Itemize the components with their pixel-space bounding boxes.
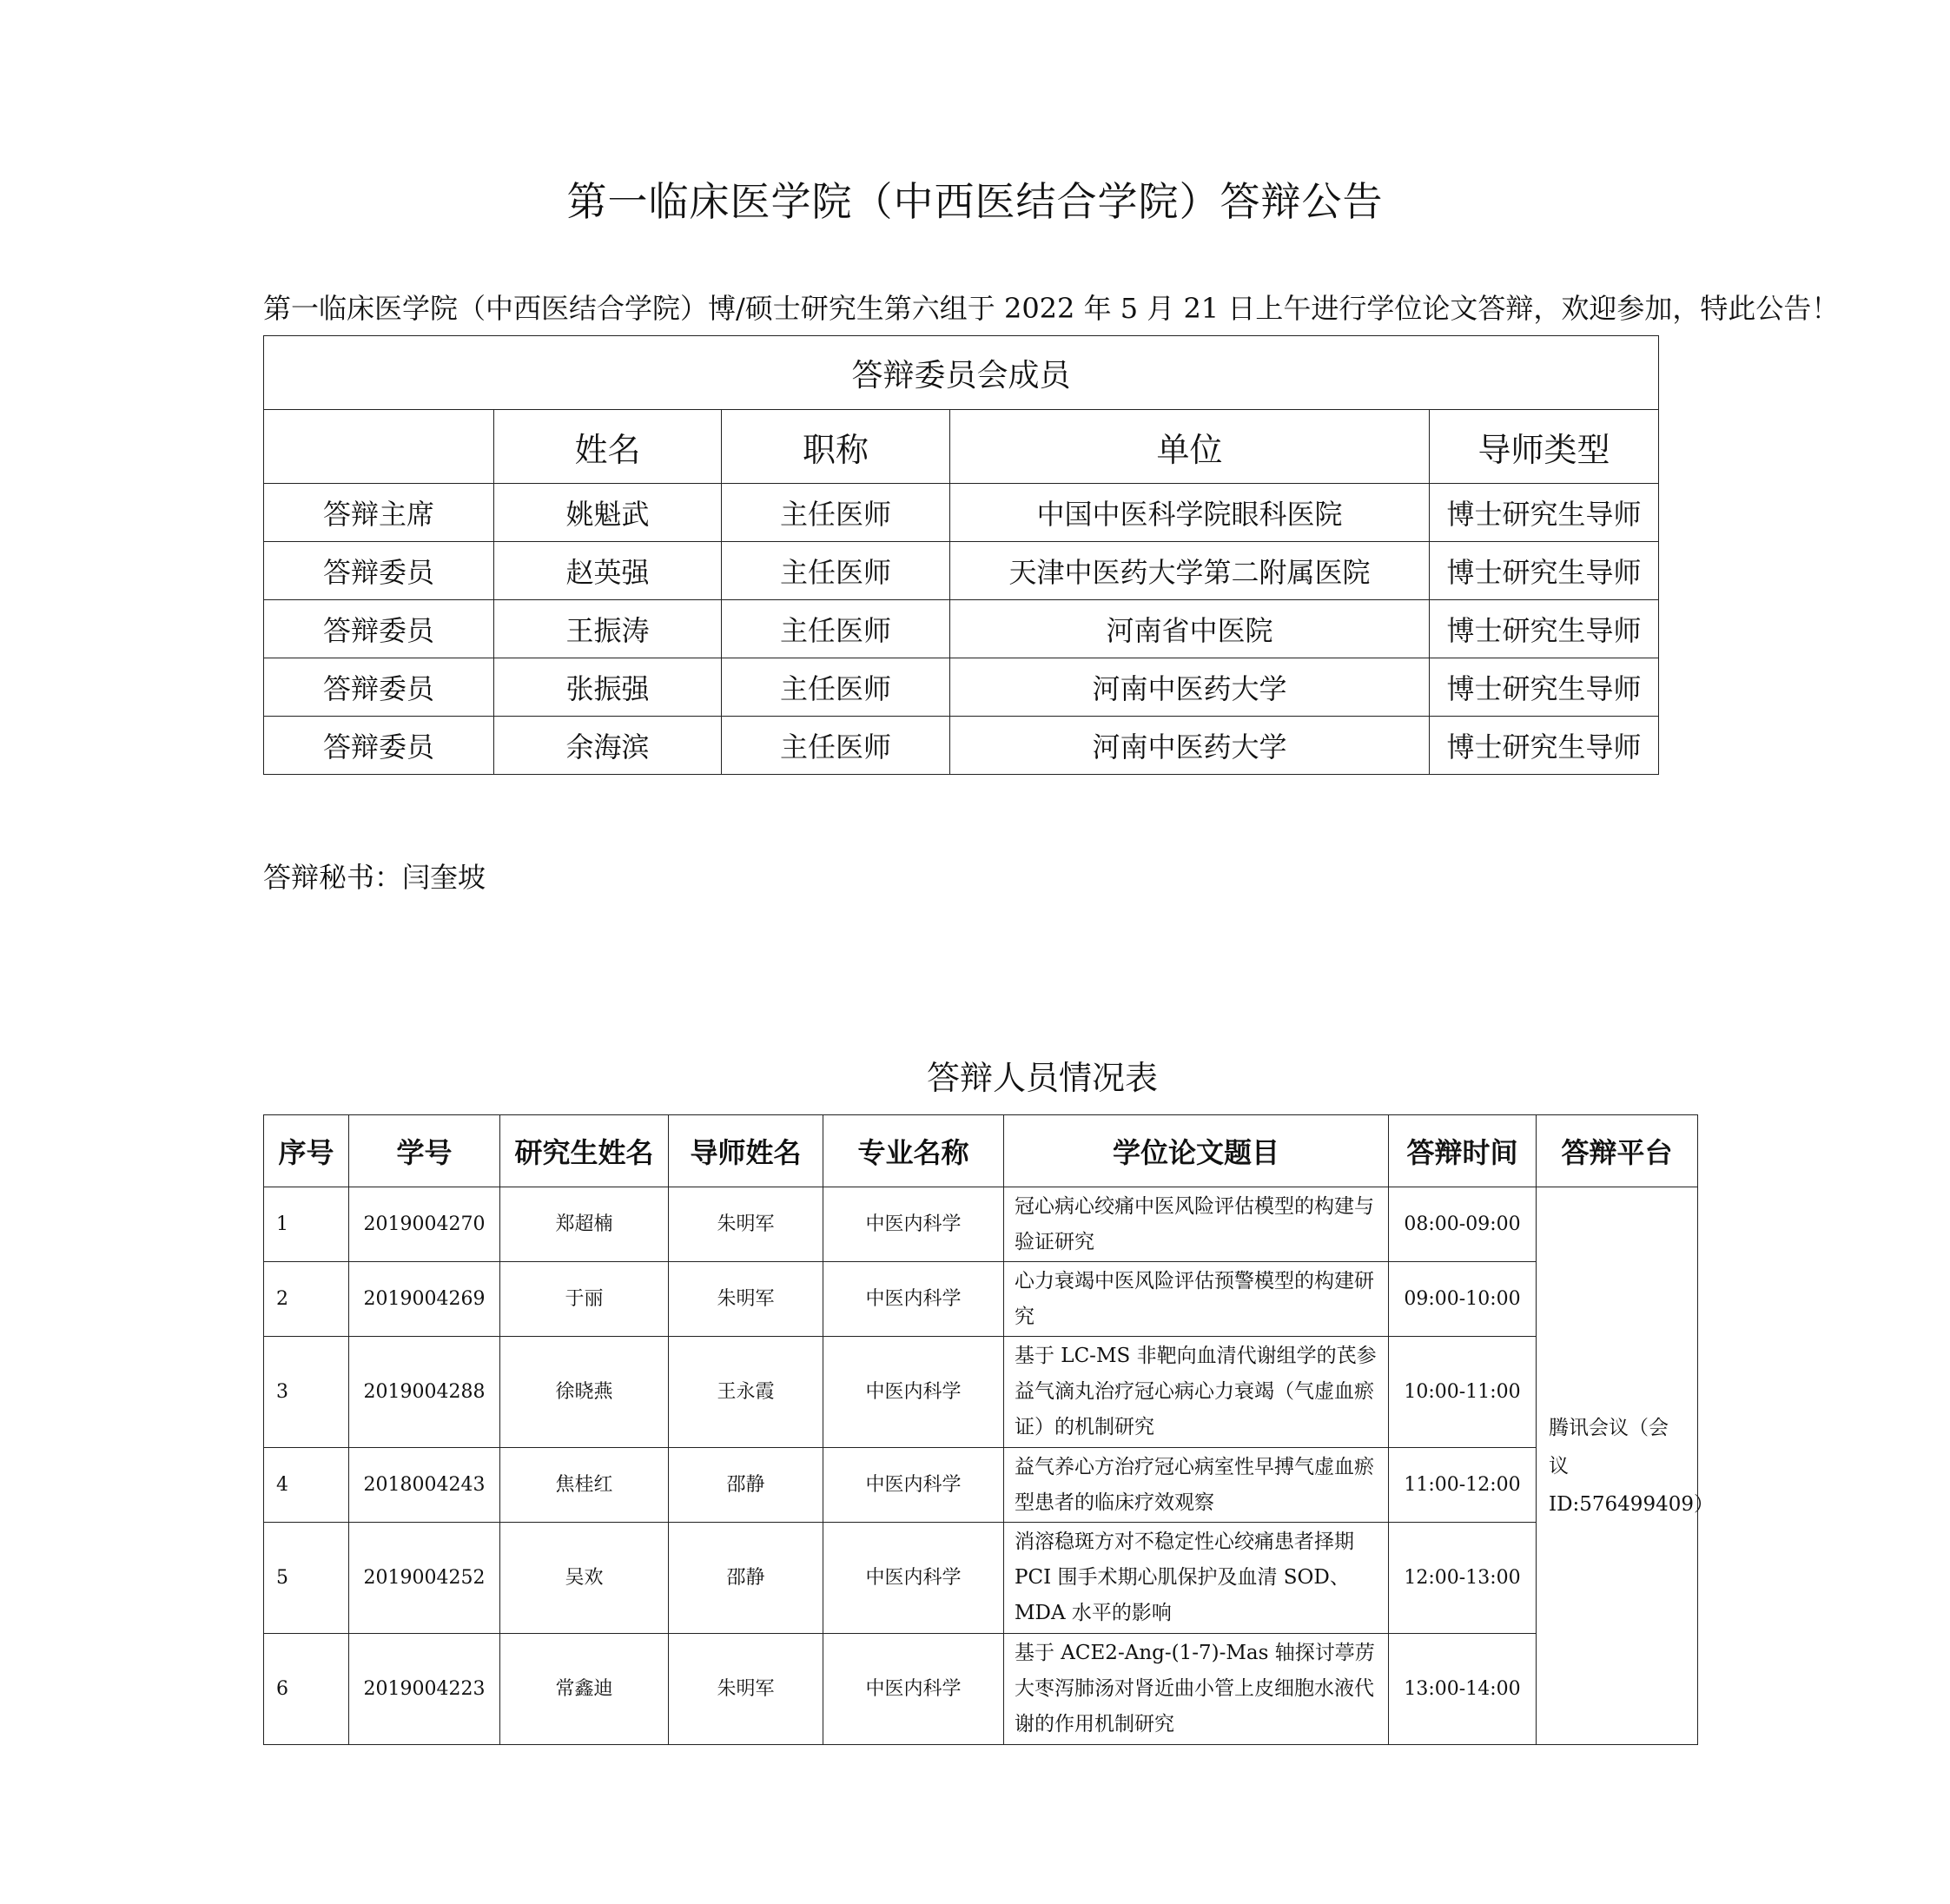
committee-header-row	[264, 410, 1659, 484]
student-supervisor: 朱明军	[669, 1262, 823, 1337]
student-major: 中医内科学	[823, 1262, 1004, 1337]
committee-row	[264, 658, 1659, 717]
committee-header-cell: 姓名	[494, 410, 722, 484]
committee-name: 张振强	[494, 658, 722, 717]
committee-title: 主任医师	[722, 600, 950, 658]
students-header-cell: 导师姓名	[669, 1115, 823, 1187]
committee-unit: 河南省中医院	[950, 600, 1430, 658]
student-id: 2019004223	[349, 1634, 500, 1745]
committee-role: 答辩委员	[264, 600, 494, 658]
thesis-title: 消溶稳斑方对不稳定性心绞痛患者择期 PCI 围手术期心肌保护及血清 SOD、MDA 水平的影响	[1004, 1523, 1389, 1634]
thesis-title: 益气养心方治疗冠心病室性早搏气虚血瘀型患者的临床疗效观察	[1004, 1448, 1389, 1523]
committee-header-cell: 单位	[950, 410, 1430, 484]
students-header-row	[264, 1115, 1698, 1187]
student-id: 2019004269	[349, 1262, 500, 1337]
student-name: 常鑫迪	[500, 1634, 669, 1745]
committee-header-cell	[264, 410, 494, 484]
student-supervisor: 邵静	[669, 1448, 823, 1523]
student-major: 中医内科学	[823, 1187, 1004, 1262]
student-name: 徐晓燕	[500, 1337, 669, 1448]
student-index: 1	[264, 1187, 349, 1262]
students-header-cell: 学位论文题目	[1004, 1115, 1389, 1187]
committee-title: 主任医师	[722, 484, 950, 542]
student-index: 2	[264, 1262, 349, 1337]
student-id: 2019004288	[349, 1337, 500, 1448]
students-header-cell: 研究生姓名	[500, 1115, 669, 1187]
students-table	[263, 1114, 1714, 1745]
page-title: 第一临床医学院（中西医结合学院）答辩公告	[566, 178, 1384, 225]
defense-time: 13:00-14:00	[1389, 1634, 1537, 1745]
committee-name: 王振涛	[494, 600, 722, 658]
student-id: 2019004270	[349, 1187, 500, 1262]
committee-name: 余海滨	[494, 717, 722, 775]
student-id: 2018004243	[349, 1448, 500, 1523]
students-table-caption: 答辩人员情况表	[926, 1059, 1158, 1097]
student-supervisor: 邵静	[669, 1523, 823, 1634]
students-header-cell: 专业名称	[823, 1115, 1004, 1187]
student-row	[264, 1262, 1698, 1337]
student-name: 郑超楠	[500, 1187, 669, 1262]
student-major: 中医内科学	[823, 1337, 1004, 1448]
committee-row	[264, 484, 1659, 542]
committee-supervisor-type: 博士研究生导师	[1430, 542, 1659, 600]
committee-role: 答辩委员	[264, 542, 494, 600]
student-name: 于丽	[500, 1262, 669, 1337]
student-name: 焦桂红	[500, 1448, 669, 1523]
student-index: 6	[264, 1634, 349, 1745]
student-row	[264, 1634, 1698, 1745]
committee-header-cell: 导师类型	[1430, 410, 1659, 484]
student-row	[264, 1523, 1698, 1634]
student-supervisor: 王永霞	[669, 1337, 823, 1448]
defense-time: 09:00-10:00	[1389, 1262, 1537, 1337]
defense-secretary: 答辩秘书：闫奎坡	[263, 861, 486, 894]
student-major: 中医内科学	[823, 1523, 1004, 1634]
student-row	[264, 1337, 1698, 1448]
student-row	[264, 1448, 1698, 1523]
student-name: 吴欢	[500, 1523, 669, 1634]
committee-supervisor-type: 博士研究生导师	[1430, 658, 1659, 717]
committee-role: 答辩主席	[264, 484, 494, 542]
committee-role: 答辩委员	[264, 717, 494, 775]
students-header-cell: 学号	[349, 1115, 500, 1187]
thesis-title: 基于 ACE2-Ang-(1-7)-Mas 轴探讨葶苈大枣泻肺汤对肾近曲小管上皮细胞水液代谢的作用机制研究	[1004, 1634, 1389, 1745]
committee-title: 主任医师	[722, 542, 950, 600]
committee-unit: 天津中医药大学第二附属医院	[950, 542, 1430, 600]
student-index: 5	[264, 1523, 349, 1634]
student-major: 中医内科学	[823, 1634, 1004, 1745]
defense-time: 10:00-11:00	[1389, 1337, 1537, 1448]
thesis-title: 心力衰竭中医风险评估预警模型的构建研究	[1004, 1262, 1389, 1337]
student-supervisor: 朱明军	[669, 1187, 823, 1262]
committee-header-cell: 职称	[722, 410, 950, 484]
student-id: 2019004252	[349, 1523, 500, 1634]
committee-caption: 答辩委员会成员	[264, 336, 1659, 410]
students-header-cell: 序号	[264, 1115, 349, 1187]
committee-supervisor-type: 博士研究生导师	[1430, 600, 1659, 658]
committee-supervisor-type: 博士研究生导师	[1430, 484, 1659, 542]
committee-unit: 河南中医药大学	[950, 717, 1430, 775]
committee-name: 姚魁武	[494, 484, 722, 542]
students-header-cell: 答辩平台	[1537, 1115, 1698, 1187]
committee-supervisor-type: 博士研究生导师	[1430, 717, 1659, 775]
committee-role: 答辩委员	[264, 658, 494, 717]
thesis-title: 冠心病心绞痛中医风险评估模型的构建与验证研究	[1004, 1187, 1389, 1262]
committee-title: 主任医师	[722, 658, 950, 717]
committee-table	[263, 335, 1659, 775]
thesis-title: 基于 LC-MS 非靶向血清代谢组学的芪参益气滴丸治疗冠心病心力衰竭（气虚血瘀证）的机制研究	[1004, 1337, 1389, 1448]
student-row	[264, 1187, 1698, 1262]
defense-time: 12:00-13:00	[1389, 1523, 1537, 1634]
student-index: 3	[264, 1337, 349, 1448]
student-major: 中医内科学	[823, 1448, 1004, 1523]
defense-platform: 腾讯会议（会议ID:576499409）	[1537, 1187, 1698, 1745]
defense-time: 08:00-09:00	[1389, 1187, 1537, 1262]
student-index: 4	[264, 1448, 349, 1523]
committee-row	[264, 600, 1659, 658]
committee-unit: 中国中医科学院眼科医院	[950, 484, 1430, 542]
committee-title: 主任医师	[722, 717, 950, 775]
committee-row	[264, 717, 1659, 775]
defense-time: 11:00-12:00	[1389, 1448, 1537, 1523]
intro-paragraph: 第一临床医学院（中西医结合学院）博/硕士研究生第六组于 2022 年 5 月 21 日上午进行学位论文答辩，欢迎参加，特此公告！	[263, 292, 1840, 325]
committee-row	[264, 542, 1659, 600]
student-supervisor: 朱明军	[669, 1634, 823, 1745]
students-header-cell: 答辩时间	[1389, 1115, 1537, 1187]
committee-name: 赵英强	[494, 542, 722, 600]
committee-unit: 河南中医药大学	[950, 658, 1430, 717]
